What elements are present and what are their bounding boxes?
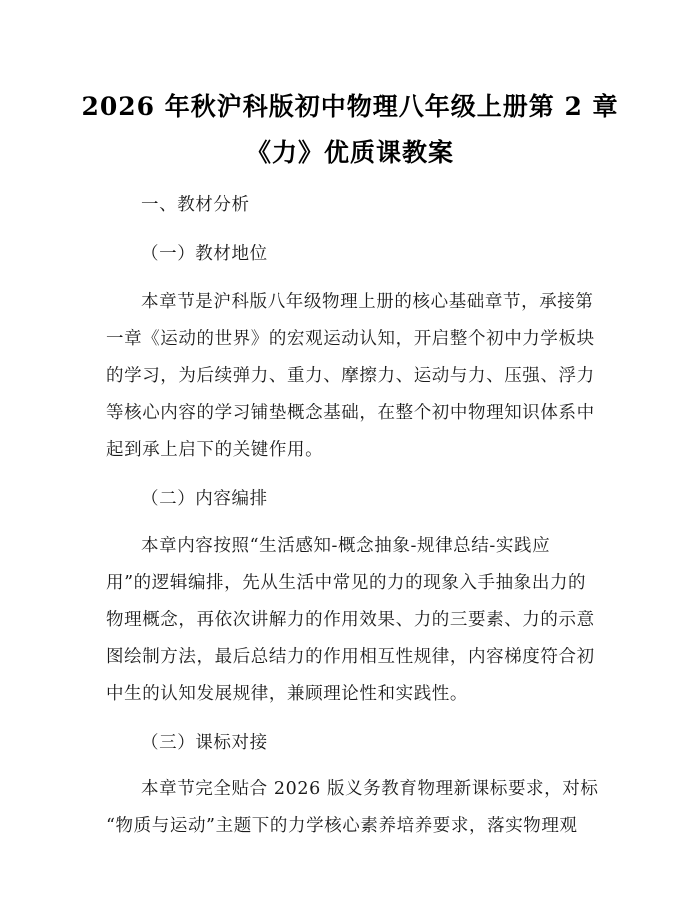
- section-heading-textbook-analysis: 一、教材分析: [141, 195, 250, 215]
- document-title-line-1: 2026 年秋沪科版初中物理八年级上册第 2 章: [81, 92, 619, 121]
- paragraph-line: 图绘制方法，最后总结力的作用相互性规律，内容梯度符合初: [106, 647, 595, 667]
- subsection-heading-textbook-status: （一）教材地位: [141, 244, 268, 264]
- document-title-line-2: 《力》优质课教案: [245, 138, 454, 167]
- paragraph-line: 的学习，为后续弹力、重力、摩擦力、运动与力、压强、浮力: [106, 366, 595, 386]
- subsection-heading-content-arrangement: （二）内容编排: [141, 489, 268, 509]
- paragraph-line: 中生的认知发展规律，兼顾理论性和实践性。: [106, 684, 468, 704]
- paragraph-line: 物理概念，再依次讲解力的作用效果、力的三要素、力的示意: [106, 610, 595, 630]
- paragraph-line: 本章内容按照“生活感知-概念抽象-规律总结-实践应: [141, 536, 551, 556]
- paragraph-line: 一章《运动的世界》的宏观运动认知，开启整个初中力学板块: [106, 329, 595, 349]
- paragraph-line: 用”的逻辑编排，先从生活中常见的力的现象入手抽象出力的: [106, 573, 587, 593]
- paragraph-line: 本章节是沪科版八年级物理上册的核心基础章节，承接第: [141, 292, 594, 312]
- subsection-heading-curriculum-standards: （三）课标对接: [141, 733, 268, 753]
- paragraph-line: 等核心内容的学习铺垫概念基础，在整个初中物理知识体系中: [106, 403, 595, 423]
- paragraph-line: 起到承上启下的关键作用。: [106, 440, 324, 460]
- paragraph-line: “物质与运动”主题下的力学核心素养培养要求，落实物理观: [106, 816, 578, 836]
- paragraph-line: 本章节完全贴合 2026 版义务教育物理新课标要求，对标: [141, 779, 599, 799]
